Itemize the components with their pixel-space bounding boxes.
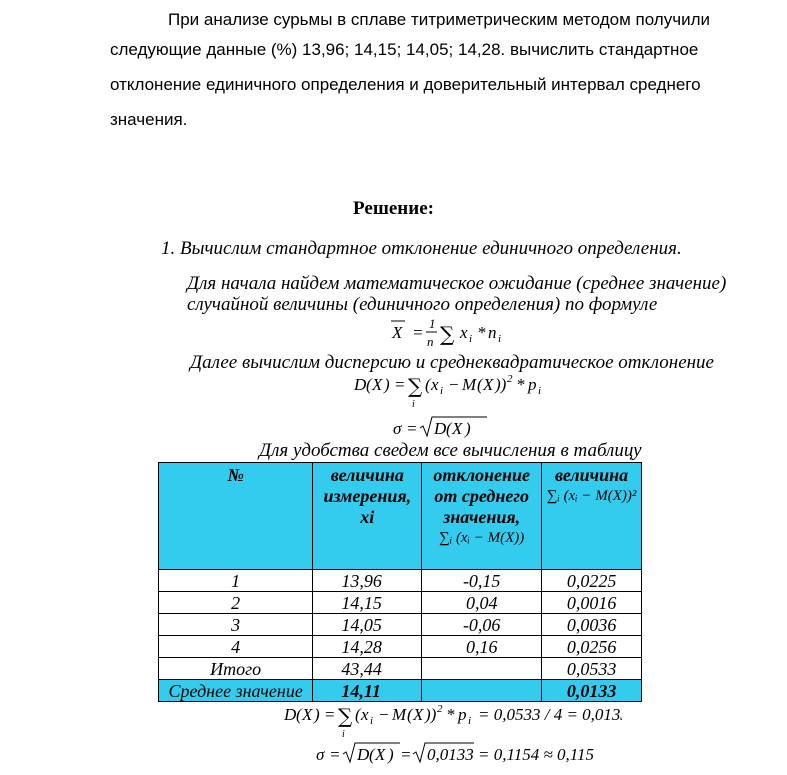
svg-text:(: ( (355, 705, 361, 724)
total-dev (422, 658, 542, 680)
header-square-formula: ∑ᵢ (xᵢ − M(X))² (546, 488, 637, 504)
svg-text:X: X (302, 705, 313, 724)
mean-x: 14,11 (313, 680, 422, 702)
svg-text:M: M (392, 705, 407, 724)
cell-dev: -0,15 (422, 570, 542, 592)
svg-text:X: X (392, 323, 403, 342)
svg-text:i: i (469, 333, 473, 345)
cell-n: 3 (159, 614, 313, 636)
problem-line-3: отклонение единичного определения и доверительный интервал среднего (110, 75, 701, 94)
total-label: Итого (159, 658, 313, 680)
cell-n: 2 (159, 592, 313, 614)
svg-text:x: x (361, 705, 369, 724)
svg-text:) =: ) = (314, 705, 336, 724)
total-sq: 0,0533 (542, 658, 642, 680)
svg-text:) =: ) = (384, 375, 406, 394)
svg-text:p: p (458, 705, 467, 724)
intro-line-1: Для начала найдем математическое ожидание (среднее значение) (187, 273, 727, 294)
svg-text:=: = (406, 419, 418, 438)
svg-text:D: D (357, 745, 370, 764)
svg-text:i: i (468, 715, 472, 727)
cell-sq: 0,0016 (542, 592, 642, 614)
svg-text:σ: σ (316, 745, 325, 764)
svg-text:i: i (440, 385, 444, 397)
svg-text:i: i (370, 715, 374, 727)
result-dispersion (282, 700, 622, 745)
svg-text:∑: ∑ (338, 704, 353, 728)
svg-text:n: n (488, 323, 497, 342)
svg-text:(: ( (446, 419, 452, 438)
problem-line-4: значения. (110, 110, 188, 129)
table-row (159, 636, 642, 658)
svg-text:∑: ∑ (408, 374, 423, 398)
header-number: № (159, 463, 313, 570)
table-mean-row (159, 680, 642, 702)
svg-text:*: * (446, 705, 455, 724)
cell-sq: 0,0225 (542, 570, 642, 592)
step-1: 1. Вычислим стандартное отклонение единичного определения. (161, 238, 682, 259)
cell-dev: 0,04 (422, 592, 542, 614)
header-square: величина ∑ᵢ (xᵢ − M(X))² (542, 463, 642, 570)
cell-x: 14,05 (313, 614, 422, 636)
header-deviation-formula: ∑ᵢ (xᵢ − M(X)) (439, 530, 525, 546)
svg-text:=: = (329, 745, 341, 764)
svg-text:∑: ∑ (440, 322, 455, 346)
cell-sq: 0,0036 (542, 614, 642, 636)
mean-label: Среднее значение (159, 680, 313, 702)
svg-text:2: 2 (507, 373, 513, 385)
svg-text:D: D (354, 375, 367, 394)
svg-text:i: i (412, 399, 415, 410)
cell-x: 14,28 (313, 636, 422, 658)
svg-text:D: D (434, 419, 447, 438)
cell-n: 1 (159, 570, 313, 592)
svg-text:)): )) (425, 705, 437, 724)
svg-text:x: x (460, 323, 468, 342)
mean-sq: 0,0133 (542, 680, 642, 702)
formula-dispersion (352, 370, 582, 417)
cell-sq: 0,0256 (542, 636, 642, 658)
svg-text:(: ( (366, 375, 372, 394)
intro-line-2: случайной величины (единичного определения) по формуле (187, 294, 658, 315)
total-x: 43,44 (313, 658, 422, 680)
svg-text:−: − (378, 705, 390, 724)
formula-sigma-graphic (391, 414, 501, 440)
svg-text:(: ( (407, 705, 413, 724)
svg-text:D: D (284, 705, 297, 724)
dispersion-text: Далее вычислим дисперсию и среднеквадратическое отклонение (190, 352, 714, 373)
svg-text:X: X (372, 375, 383, 394)
cell-n: 4 (159, 636, 313, 658)
svg-text:p: p (528, 375, 537, 394)
svg-text:*: * (477, 323, 486, 342)
svg-text:X: X (375, 745, 386, 764)
svg-text:2: 2 (437, 703, 443, 715)
svg-text:=: = (400, 745, 412, 764)
results-table (158, 462, 642, 702)
formula-mean-graphic (388, 314, 518, 354)
solution-heading: Решение: (353, 198, 434, 219)
result-sigma-graphic (314, 740, 594, 768)
svg-text:−: − (448, 375, 460, 394)
svg-text:= 0,0533 / 4 = 0,0133: = 0,0533 / 4 = 0,0133 (478, 705, 622, 724)
svg-text:X: X (452, 419, 463, 438)
cell-x: 13,96 (313, 570, 422, 592)
problem-line-1: При анализе сурьмы в сплаве титриметрическим методом получили (168, 10, 710, 29)
cell-dev: -0,06 (422, 614, 542, 636)
table-total-row (159, 658, 642, 680)
svg-text:(: ( (369, 745, 375, 764)
result-sigma (314, 740, 594, 773)
svg-text:)): )) (495, 375, 507, 394)
table-header-row (159, 463, 642, 570)
svg-text:): ) (388, 745, 394, 764)
svg-text:i: i (538, 385, 542, 397)
svg-text:(: ( (425, 375, 431, 394)
formula-dispersion-graphic (352, 370, 582, 412)
cell-x: 14,15 (313, 592, 422, 614)
svg-text:M: M (462, 375, 477, 394)
svg-text:X: X (483, 375, 494, 394)
svg-text:=: = (412, 323, 424, 342)
svg-text:(: ( (477, 375, 483, 394)
mean-dev (422, 680, 542, 702)
svg-text:X: X (413, 705, 424, 724)
svg-text:*: * (516, 375, 525, 394)
table-row (159, 592, 642, 614)
svg-text:0,0133 = 0,1154 ≈ 0,115: 0,0133 = 0,1154 ≈ 0,115 (427, 745, 594, 764)
svg-text:σ: σ (393, 419, 402, 438)
cell-dev: 0,16 (422, 636, 542, 658)
svg-text:(: ( (296, 705, 302, 724)
table-row (159, 570, 642, 592)
table-row (159, 614, 642, 636)
result-dispersion-graphic (282, 700, 622, 740)
svg-text:): ) (465, 419, 471, 438)
svg-text:x: x (431, 375, 439, 394)
problem-line-2: следующие данные (%) 13,96; 14,15; 14,05; 14,28. вычислить стандартное (110, 40, 699, 59)
header-measurement: величина измерения, xi (313, 463, 422, 570)
svg-text:i: i (342, 729, 345, 740)
svg-text:n: n (427, 334, 434, 349)
svg-text:1: 1 (429, 316, 436, 331)
svg-text:i: i (498, 333, 502, 345)
table-intro: Для удобства сведем все вычисления в таблицу (259, 440, 642, 461)
header-deviation: отклонение от среднего значения, ∑ᵢ (xᵢ − M(X)) (422, 463, 542, 570)
